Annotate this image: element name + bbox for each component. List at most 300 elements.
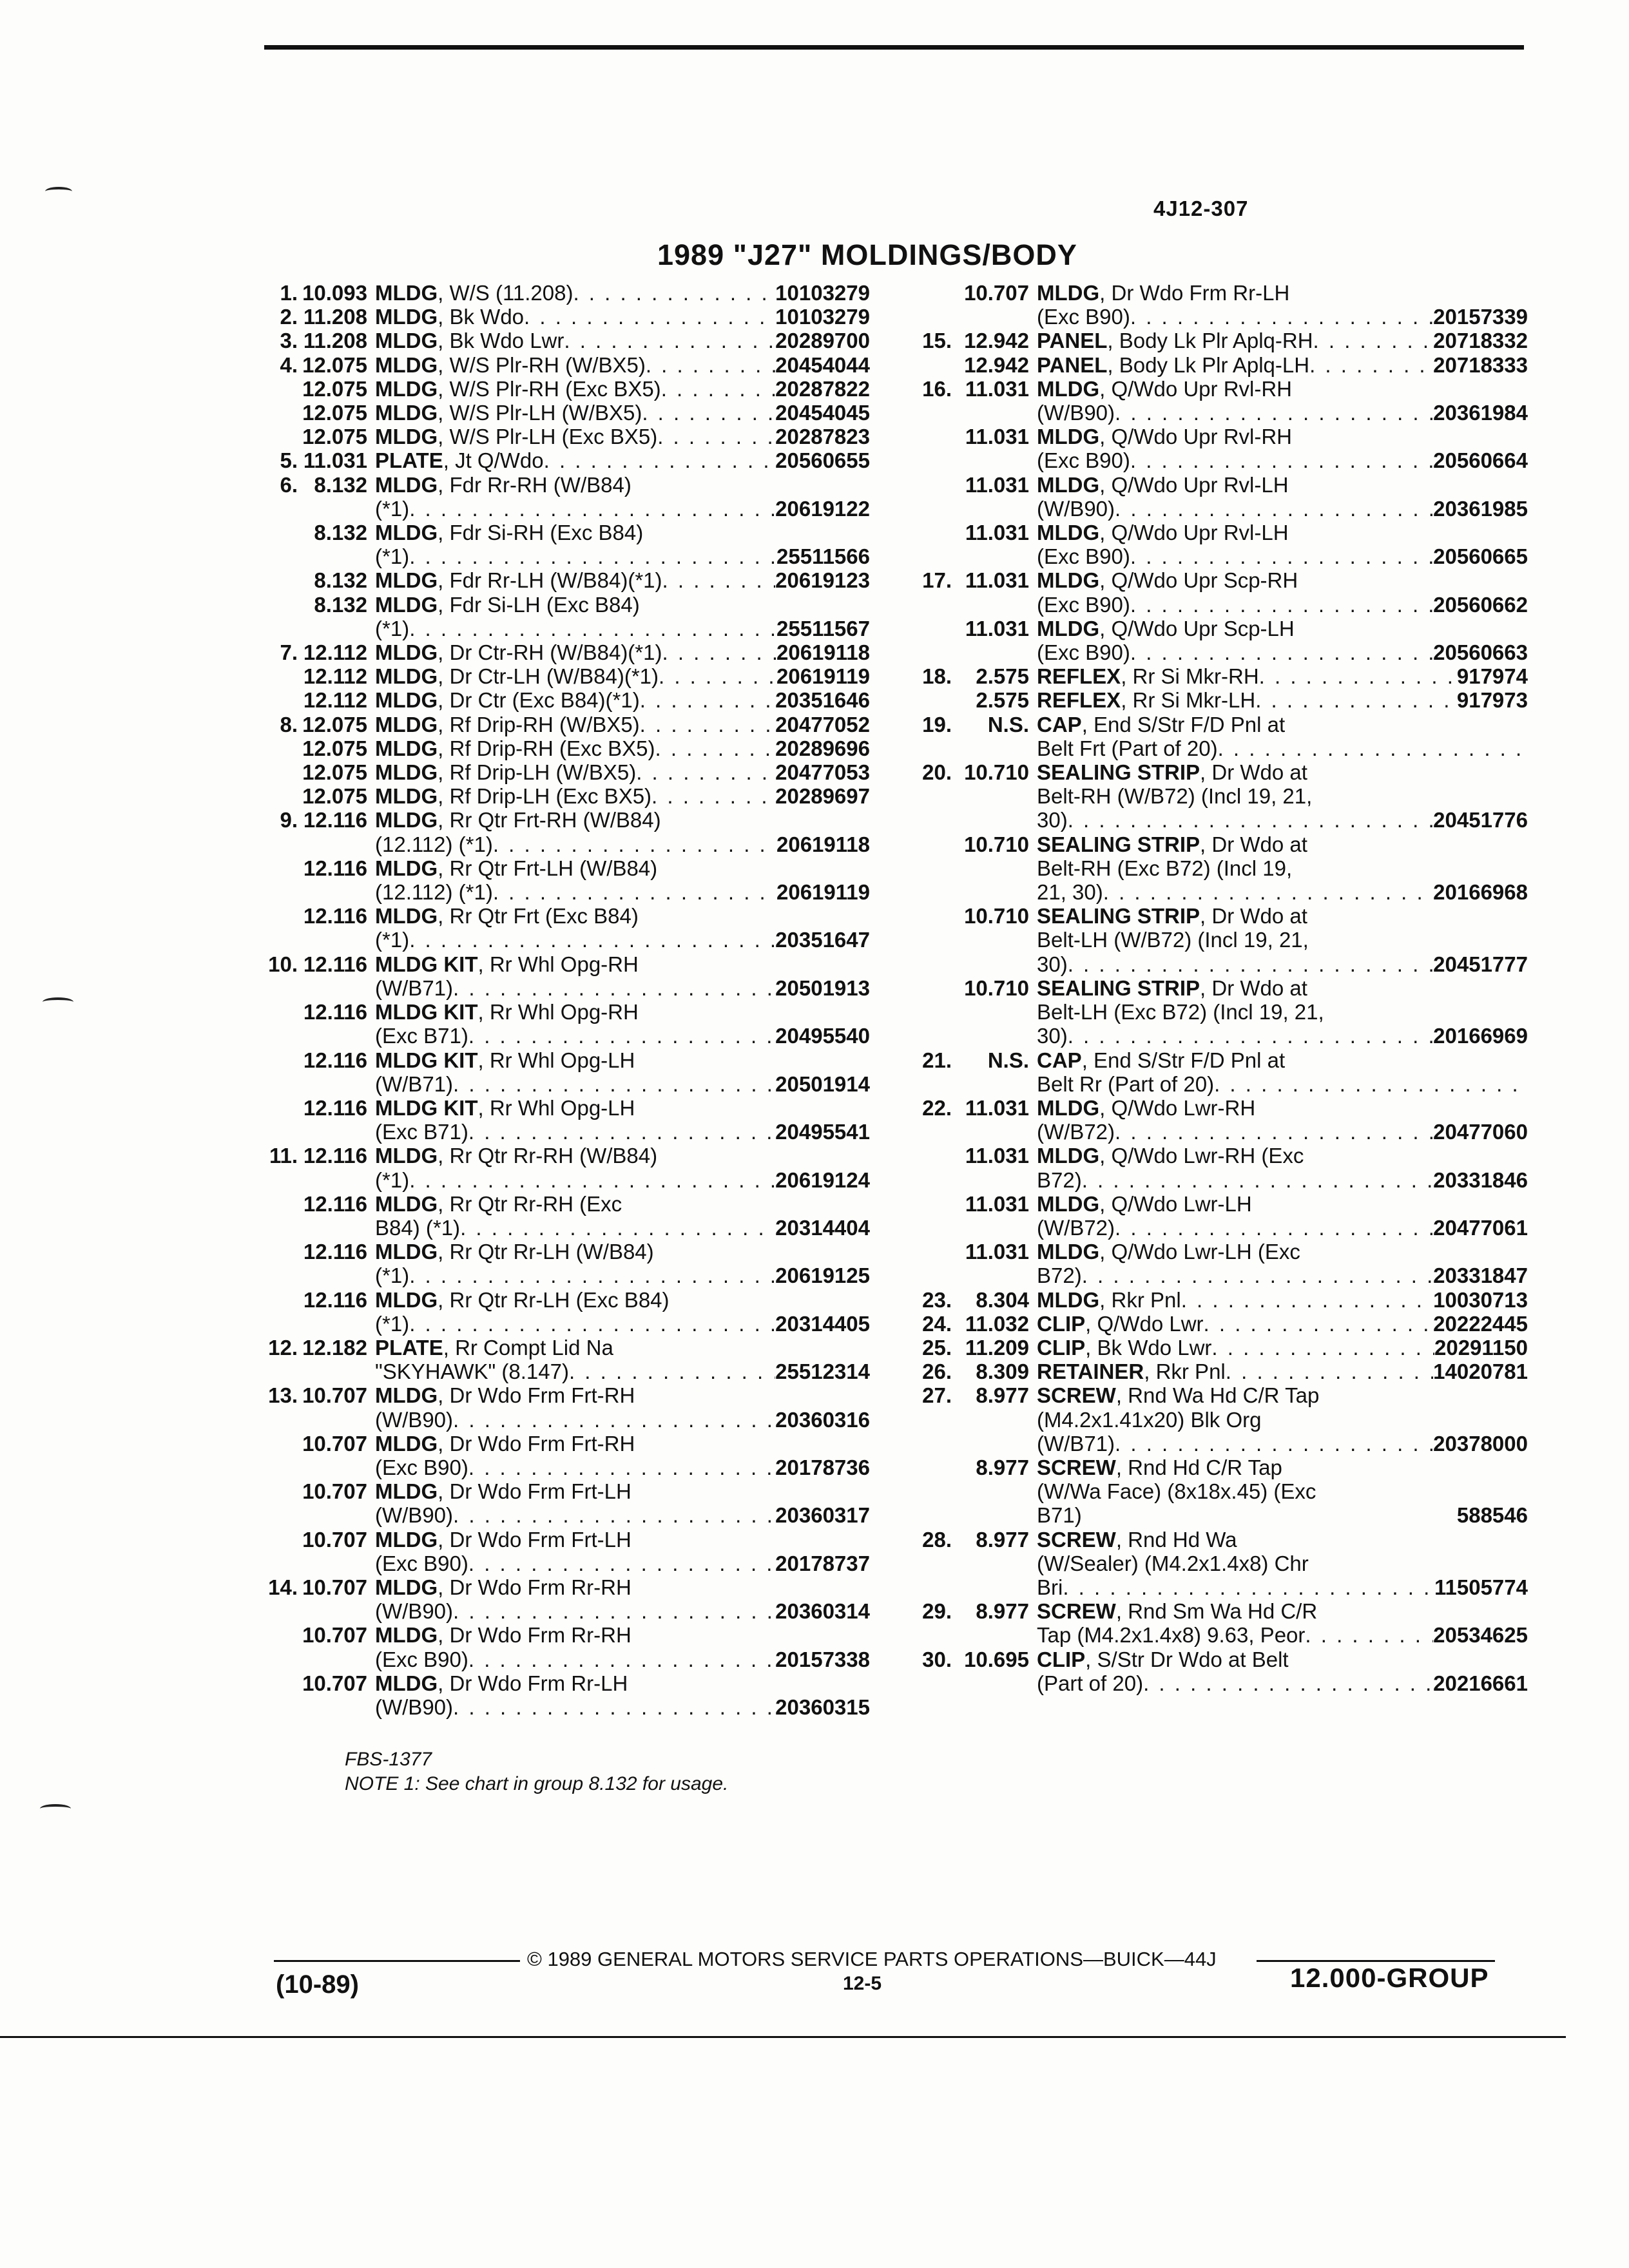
part-description bbox=[1037, 617, 1528, 664]
description-line bbox=[375, 1599, 870, 1623]
part-name: MLDG bbox=[375, 1527, 438, 1552]
part-number: 20289697 bbox=[775, 784, 870, 809]
item-number bbox=[251, 1192, 298, 1240]
part-name: SEALING STRIP bbox=[1037, 760, 1200, 785]
part-entry bbox=[905, 1360, 1528, 1383]
group-number: 12.116 bbox=[303, 1144, 367, 1168]
description-line bbox=[1037, 1456, 1528, 1479]
part-entry bbox=[251, 281, 870, 305]
part-entry bbox=[905, 1599, 1528, 1647]
part-description bbox=[375, 401, 870, 425]
group-number: 12.942 bbox=[964, 329, 1029, 353]
description-text bbox=[375, 1312, 409, 1336]
part-qualifier: , Dr Wdo at bbox=[1200, 975, 1307, 1000]
item-number: 16. bbox=[922, 376, 952, 401]
page-title: 1989 "J27" MOLDINGS/BODY bbox=[657, 238, 1077, 271]
group-number: 11.031 bbox=[965, 568, 1029, 593]
leader-dots bbox=[453, 1072, 775, 1096]
description-line bbox=[375, 568, 870, 592]
group-number: 12.116 bbox=[303, 1287, 367, 1312]
part-description bbox=[375, 713, 870, 736]
part-description bbox=[375, 856, 870, 904]
description-text bbox=[375, 1695, 453, 1719]
group-number: 12.116 bbox=[303, 1000, 367, 1024]
part-qualifier: , Rr Whl Opg-LH bbox=[477, 1048, 635, 1072]
part-description bbox=[1037, 664, 1528, 688]
leader-dots bbox=[453, 1695, 775, 1719]
part-qualifier: , Jt Q/Wdo bbox=[443, 448, 544, 473]
part-entry bbox=[905, 976, 1528, 1048]
part-description bbox=[375, 1288, 870, 1336]
part-name: MLDG bbox=[375, 568, 438, 593]
part-description bbox=[375, 952, 870, 1000]
parts-list-left-column bbox=[251, 281, 870, 1719]
leader-dots bbox=[1115, 1432, 1433, 1456]
part-entry bbox=[905, 281, 1528, 329]
part-qualifier: "SKYHAWK" (8.147) bbox=[375, 1360, 569, 1384]
description-line bbox=[375, 593, 870, 617]
part-description bbox=[1037, 1456, 1528, 1528]
description-text bbox=[375, 808, 661, 832]
description-line bbox=[375, 281, 870, 305]
part-name: MLDG bbox=[375, 640, 438, 665]
description-line bbox=[375, 688, 870, 712]
part-name: REFLEX bbox=[1037, 688, 1121, 713]
part-qualifier: , Rnd Hd Wa bbox=[1115, 1527, 1237, 1552]
part-name: MLDG bbox=[375, 521, 438, 545]
part-qualifier: (*1) bbox=[375, 496, 410, 521]
description-line bbox=[375, 521, 870, 544]
item-number bbox=[251, 1432, 298, 1479]
item-number bbox=[251, 401, 298, 425]
description-line bbox=[375, 1096, 870, 1120]
part-name: CLIP bbox=[1037, 1311, 1086, 1336]
item-number: 12. bbox=[268, 1335, 298, 1360]
leader-dots bbox=[1211, 1336, 1434, 1360]
leader-dots bbox=[564, 329, 775, 352]
part-qualifier: (*1) bbox=[375, 1168, 410, 1192]
leader-dots bbox=[661, 377, 775, 401]
description-line bbox=[1037, 1024, 1528, 1048]
part-qualifier: 30) bbox=[1037, 952, 1068, 976]
description-text bbox=[375, 688, 640, 712]
group-number: 8.132 bbox=[314, 472, 367, 497]
part-qualifier: , Rr Compt Lid Na bbox=[443, 1335, 613, 1360]
description-line bbox=[375, 1288, 870, 1312]
item-number: 30. bbox=[922, 1647, 952, 1671]
description-text bbox=[1037, 1528, 1237, 1552]
description-line bbox=[1037, 1648, 1528, 1671]
part-name: MLDG bbox=[1037, 1095, 1100, 1120]
part-number: 20360316 bbox=[775, 1407, 870, 1432]
part-number: 20178736 bbox=[775, 1455, 870, 1479]
description-text bbox=[1037, 1623, 1305, 1647]
item-number: 2. bbox=[280, 305, 298, 329]
part-entry bbox=[251, 760, 870, 784]
part-entry bbox=[905, 1288, 1528, 1312]
leader-dots bbox=[460, 1216, 775, 1240]
part-number: 20501913 bbox=[775, 975, 870, 1000]
part-qualifier: , Bk Wdo Lwr bbox=[438, 329, 564, 353]
description-line bbox=[1037, 1288, 1528, 1312]
group-number: 12.116 bbox=[303, 952, 367, 976]
part-entry bbox=[905, 832, 1528, 905]
part-number: 20454044 bbox=[775, 352, 870, 377]
part-qualifier: , Dr Wdo Frm Rr-RH bbox=[438, 1575, 631, 1599]
group-number: 8.977 bbox=[976, 1527, 1029, 1552]
part-entry bbox=[905, 1048, 1528, 1096]
part-qualifier: (Part of 20) bbox=[1037, 1671, 1144, 1695]
group-number: 10.707 bbox=[302, 1623, 367, 1648]
description-line bbox=[1037, 1096, 1528, 1120]
description-text bbox=[1037, 856, 1292, 880]
description-text bbox=[375, 305, 524, 329]
part-qualifier: , Rf Drip-LH (W/BX5) bbox=[438, 760, 637, 785]
description-line bbox=[375, 976, 870, 1000]
part-number: 11505774 bbox=[1434, 1575, 1528, 1599]
part-description bbox=[375, 760, 870, 784]
part-number: 14020781 bbox=[1433, 1360, 1528, 1384]
description-text bbox=[375, 1408, 453, 1432]
part-entry bbox=[905, 329, 1528, 352]
description-line bbox=[375, 1264, 870, 1287]
part-number: 20619118 bbox=[776, 832, 870, 856]
part-qualifier: Bri bbox=[1037, 1575, 1063, 1599]
part-entry bbox=[905, 473, 1528, 521]
part-entry bbox=[251, 1000, 870, 1048]
description-text bbox=[375, 1648, 468, 1671]
leader-dots bbox=[453, 976, 775, 1000]
item-number: 21. bbox=[922, 1048, 952, 1072]
description-text bbox=[1037, 1120, 1115, 1144]
part-description bbox=[375, 1240, 870, 1287]
description-line bbox=[375, 1312, 870, 1336]
part-number: 20619123 bbox=[775, 568, 870, 593]
description-line bbox=[375, 448, 870, 472]
group-number: 10.707 bbox=[964, 281, 1029, 305]
part-description bbox=[1037, 1288, 1528, 1312]
description-text bbox=[1037, 1264, 1082, 1287]
part-number: 20222445 bbox=[1433, 1311, 1528, 1336]
leader-dots bbox=[1143, 1671, 1433, 1695]
description-line bbox=[1037, 1623, 1528, 1647]
description-line bbox=[375, 760, 870, 784]
description-line bbox=[1037, 760, 1528, 784]
part-qualifier: (Exc B71) bbox=[375, 1120, 468, 1144]
part-qualifier: , Dr Wdo Frm Frt-LH bbox=[438, 1479, 631, 1504]
part-qualifier: (W/B90) bbox=[375, 1407, 454, 1432]
part-name: CAP bbox=[1037, 712, 1082, 736]
description-line bbox=[1037, 1216, 1528, 1240]
part-description bbox=[1037, 1192, 1528, 1240]
part-description bbox=[375, 377, 870, 401]
part-description bbox=[375, 1096, 870, 1144]
group-number: 11.031 bbox=[965, 425, 1029, 449]
part-number: 10103279 bbox=[775, 281, 870, 305]
part-qualifier: , Rr Qtr Rr-RH (W/B84) bbox=[438, 1144, 658, 1168]
part-number: 20619118 bbox=[776, 640, 870, 665]
leader-dots bbox=[657, 425, 775, 448]
group-number: 10.707 bbox=[302, 1671, 367, 1695]
description-line bbox=[1037, 617, 1528, 640]
part-description bbox=[1037, 1240, 1528, 1287]
part-qualifier: (W/Sealer) (M4.2x1.4x8) Chr bbox=[1037, 1551, 1309, 1575]
part-qualifier: , Rkr Pnl bbox=[1144, 1360, 1226, 1384]
part-qualifier: , Q/Wdo Lwr-LH bbox=[1099, 1191, 1252, 1216]
description-text bbox=[375, 544, 409, 568]
part-name: MLDG bbox=[375, 1144, 438, 1168]
description-text bbox=[1037, 760, 1307, 784]
description-line bbox=[375, 664, 870, 688]
description-line bbox=[1037, 640, 1528, 664]
part-description bbox=[1037, 760, 1528, 832]
top-rule bbox=[264, 45, 1524, 50]
item-number bbox=[251, 521, 298, 568]
description-text bbox=[1037, 1216, 1115, 1240]
part-qualifier: , Bk Wdo Lwr bbox=[1085, 1335, 1212, 1360]
part-description bbox=[375, 281, 870, 305]
group-number: 11.208 bbox=[303, 305, 367, 329]
item-number: 9. bbox=[280, 808, 298, 832]
description-text bbox=[1037, 880, 1103, 904]
part-description bbox=[1037, 329, 1528, 352]
part-entry bbox=[905, 617, 1528, 664]
part-qualifier: B72) bbox=[1037, 1168, 1082, 1192]
part-entry bbox=[251, 1479, 870, 1527]
part-number: 917973 bbox=[1456, 688, 1528, 713]
part-description bbox=[375, 1575, 870, 1623]
group-number: 12.075 bbox=[302, 736, 367, 760]
description-text bbox=[375, 784, 651, 808]
part-number: 20477060 bbox=[1433, 1120, 1528, 1144]
part-name: MLDG KIT bbox=[375, 952, 478, 976]
description-text bbox=[1037, 1383, 1319, 1407]
part-number: 20454045 bbox=[775, 401, 870, 425]
group-number: 8.977 bbox=[976, 1383, 1029, 1408]
description-line bbox=[375, 1168, 870, 1192]
part-qualifier: , Rr Qtr Rr-RH (Exc bbox=[438, 1191, 622, 1216]
part-entry bbox=[905, 1096, 1528, 1144]
group-number: 12.116 bbox=[303, 856, 367, 880]
part-name: MLDG bbox=[375, 664, 438, 689]
part-qualifier: (W/B72) bbox=[1037, 1120, 1115, 1144]
part-name: MLDG bbox=[375, 1431, 438, 1456]
part-entry bbox=[251, 568, 870, 592]
description-line bbox=[1037, 856, 1528, 880]
description-text bbox=[1037, 497, 1115, 521]
group-number: 12.075 bbox=[302, 352, 367, 377]
leader-dots bbox=[642, 401, 775, 425]
part-qualifier: Belt-LH (Exc B72) (Incl 19, 21, bbox=[1037, 1000, 1324, 1024]
part-qualifier: (W/Wa Face) (8x18x.45) (Exc bbox=[1037, 1479, 1316, 1504]
group-number: 10.707 bbox=[302, 1431, 367, 1456]
part-number: 20560655 bbox=[775, 448, 870, 473]
part-name: MLDG bbox=[375, 904, 438, 928]
part-number: 20314404 bbox=[775, 1215, 870, 1240]
part-entry bbox=[251, 473, 870, 521]
leader-dots bbox=[1082, 1264, 1433, 1287]
part-name: MLDG bbox=[1037, 1191, 1100, 1216]
part-entry bbox=[905, 1312, 1528, 1336]
part-qualifier: (W/B90) bbox=[375, 1599, 454, 1624]
description-text bbox=[1037, 928, 1309, 952]
leader-dots bbox=[468, 1456, 775, 1479]
group-number: 12.075 bbox=[302, 401, 367, 425]
part-description bbox=[375, 736, 870, 760]
item-number: 27. bbox=[922, 1383, 952, 1408]
part-entry bbox=[905, 1383, 1528, 1456]
part-entry bbox=[905, 1528, 1528, 1600]
part-name: MLDG bbox=[375, 376, 438, 401]
description-line bbox=[1037, 1432, 1528, 1456]
part-qualifier: (Exc B90) bbox=[375, 1455, 468, 1479]
part-name: PLATE bbox=[375, 448, 443, 473]
part-entry bbox=[251, 808, 870, 856]
part-description bbox=[375, 1000, 870, 1048]
item-number bbox=[251, 904, 298, 952]
description-line bbox=[1037, 281, 1528, 305]
leader-dots bbox=[524, 305, 775, 329]
part-qualifier: (Exc B71) bbox=[375, 1024, 468, 1048]
part-name: MLDG bbox=[375, 1287, 438, 1312]
part-qualifier: (Exc B90) bbox=[375, 1647, 468, 1671]
part-name: MLDG bbox=[1037, 281, 1100, 305]
part-number: 25511567 bbox=[776, 616, 870, 640]
part-entry bbox=[251, 1192, 870, 1240]
part-qualifier: (W/B90) bbox=[375, 1503, 454, 1528]
part-number: 20289696 bbox=[775, 736, 870, 760]
group-number: 11.031 bbox=[965, 1144, 1029, 1168]
description-text bbox=[375, 568, 662, 592]
group-number: 10.710 bbox=[964, 832, 1029, 856]
part-description bbox=[375, 1432, 870, 1479]
description-text bbox=[1037, 544, 1130, 568]
leader-dots bbox=[1068, 1024, 1433, 1048]
part-qualifier: (W/B90) bbox=[1037, 496, 1115, 521]
part-qualifier: , Q/Wdo Upr Scp-LH bbox=[1099, 616, 1295, 640]
part-name: MLDG bbox=[1037, 521, 1100, 545]
leader-dots bbox=[1130, 305, 1433, 329]
part-number: 20360315 bbox=[775, 1695, 870, 1719]
description-line bbox=[375, 904, 870, 928]
group-number: 8.977 bbox=[976, 1455, 1029, 1479]
part-qualifier: , Fdr Si-RH (Exc B84) bbox=[438, 521, 644, 545]
part-description bbox=[1037, 1048, 1528, 1096]
part-qualifier: , Fdr Rr-RH (W/B84) bbox=[438, 472, 631, 497]
item-number: 4. bbox=[280, 352, 298, 377]
leader-dots bbox=[1218, 736, 1528, 760]
group-number: 12.075 bbox=[302, 760, 367, 785]
part-entry bbox=[251, 904, 870, 952]
item-number bbox=[905, 832, 952, 905]
part-number: 25512314 bbox=[775, 1360, 870, 1384]
description-text bbox=[1037, 1072, 1214, 1096]
part-entry bbox=[251, 713, 870, 736]
item-number bbox=[905, 425, 952, 472]
group-number: 12.075 bbox=[302, 784, 367, 809]
part-qualifier: , Rr Whl Opg-RH bbox=[477, 952, 639, 976]
part-number: 20451776 bbox=[1433, 808, 1528, 832]
group-number: 12.116 bbox=[303, 904, 367, 928]
description-text bbox=[375, 473, 631, 497]
part-name: MLDG bbox=[375, 760, 438, 785]
item-number: 15. bbox=[922, 329, 952, 353]
description-line bbox=[1037, 1552, 1528, 1575]
part-number: 20361984 bbox=[1433, 401, 1528, 425]
description-line bbox=[1037, 1408, 1528, 1432]
description-text bbox=[1037, 425, 1292, 448]
part-qualifier: (Exc B90) bbox=[1037, 544, 1130, 569]
part-name: SEALING STRIP bbox=[1037, 904, 1200, 928]
description-text bbox=[1037, 1000, 1324, 1024]
description-line bbox=[1037, 401, 1528, 425]
part-name: MLDG bbox=[1037, 1144, 1100, 1168]
part-qualifier: , Rnd Sm Wa Hd C/R bbox=[1115, 1599, 1318, 1624]
description-line bbox=[1037, 1312, 1528, 1336]
part-qualifier: (*1) bbox=[375, 1264, 410, 1288]
part-number: 20314405 bbox=[775, 1311, 870, 1336]
leader-dots bbox=[1130, 544, 1433, 568]
part-name: MLDG KIT bbox=[375, 1048, 478, 1072]
description-line bbox=[375, 473, 870, 497]
item-number bbox=[251, 856, 298, 904]
part-description bbox=[1037, 281, 1528, 329]
description-text bbox=[375, 377, 661, 401]
part-description bbox=[375, 1479, 870, 1527]
description-text bbox=[375, 329, 564, 352]
description-line bbox=[375, 1479, 870, 1503]
part-number: 20619125 bbox=[775, 1264, 870, 1288]
part-qualifier: , Q/Wdo Lwr bbox=[1085, 1311, 1204, 1336]
description-text bbox=[1037, 1024, 1068, 1048]
description-text bbox=[1037, 473, 1289, 497]
part-entry bbox=[905, 904, 1528, 976]
description-line bbox=[1037, 1120, 1528, 1144]
item-number bbox=[251, 760, 298, 784]
part-description bbox=[1037, 473, 1528, 521]
item-number: 3. bbox=[280, 329, 298, 353]
description-text bbox=[1037, 1168, 1082, 1192]
group-number: 10.707 bbox=[302, 1527, 367, 1552]
group-number: 2.575 bbox=[976, 688, 1029, 713]
part-qualifier: (*1) bbox=[375, 1311, 410, 1336]
part-description bbox=[1037, 568, 1528, 616]
leader-dots bbox=[1181, 1288, 1433, 1312]
leader-dots bbox=[1115, 1120, 1433, 1144]
part-number: 20216661 bbox=[1433, 1671, 1528, 1695]
leader-dots bbox=[453, 1503, 775, 1527]
part-qualifier: , End S/Str F/D Pnl at bbox=[1081, 1048, 1286, 1072]
description-line bbox=[375, 1024, 870, 1048]
description-line bbox=[375, 1120, 870, 1144]
part-description bbox=[375, 1336, 870, 1383]
leader-dots bbox=[640, 713, 776, 736]
description-line bbox=[375, 401, 870, 425]
description-text bbox=[375, 640, 662, 664]
part-description bbox=[1037, 1528, 1528, 1600]
part-name: MLDG KIT bbox=[375, 1095, 478, 1120]
part-description bbox=[375, 688, 870, 712]
item-number: 19. bbox=[922, 712, 952, 736]
part-description bbox=[375, 521, 870, 568]
description-line bbox=[1037, 473, 1528, 497]
group-number: 10.710 bbox=[964, 760, 1029, 785]
group-number: 12.112 bbox=[303, 688, 367, 713]
leader-dots bbox=[636, 760, 775, 784]
part-description bbox=[1037, 353, 1528, 377]
item-number bbox=[905, 688, 952, 712]
part-description bbox=[1037, 1648, 1528, 1695]
